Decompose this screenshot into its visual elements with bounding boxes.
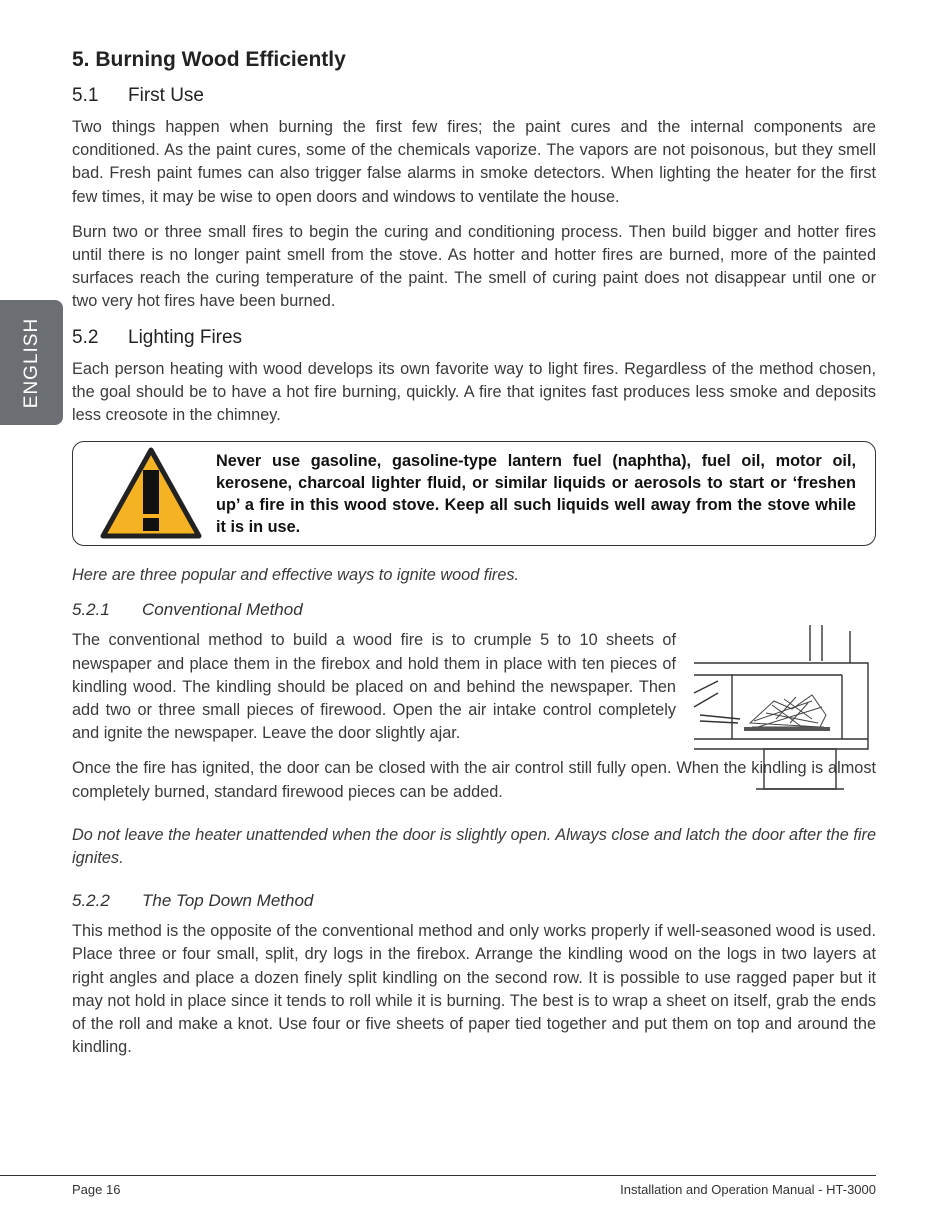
heading-5-2-2	[72, 890, 876, 912]
paragraph: This method is the opposite of the conventional method and only works properly if well-seasoned wood is used. Place three or four small, split, dry logs in the firebox. Arrange the kindling wood on the logs in two layers at right angles and place a dozen finely split kindling on the second row. It is possible to use ragged paper but it may not hold in place since it tends to roll while it is burning. The best is to wrap a sheet on itself, grab the ends of the roll and make a knot. Use four or five sheets of paper tied together and put them on top and around the kindling.	[72, 922, 876, 1057]
heading-text: Conventional Method	[142, 600, 303, 620]
heading-text: The Top Down Method	[142, 891, 314, 911]
page-number: Page 16	[72, 1182, 121, 1197]
heading-text: Lighting Fires	[128, 326, 243, 348]
heading-number: 5.2.2	[72, 891, 110, 911]
caution-paragraph: Do not leave the heater unattended when the door is slightly open. Always close and latch the door after the fire ignites.	[72, 825, 876, 868]
paragraph: Two things happen when burning the first few fires; the paint cures and the internal components are conditioned. As the paint cures, some of the chemicals vaporize. The vapors are not poisonous, but they smell bad. Fresh paint fumes can also trigger false alarms in smoke detectors. When lighting the heater for the first few times, it may be wise to open doors and windows to ventilate the house.	[72, 118, 876, 206]
heading-number: 5.2	[72, 326, 99, 348]
paragraph: Once the fire has ignited, the door can be closed with the air control still fully open. When the kindling is almost completely burned, standard firewood pieces can be added.	[72, 759, 876, 801]
heading-number: 5.1	[72, 85, 99, 106]
heading-text: First Use	[128, 85, 204, 106]
section-title: 5. Burning Wood Efficiently	[72, 48, 346, 71]
language-tab-label: ENGLISH	[20, 317, 42, 408]
paragraph: The conventional method to build a wood fire is to crumple 5 to 10 sheets of newspaper and place them in the firebox and hold them in place with ten pieces of kindling wood. The kindling should be placed on and behind the newspaper. Then add two or three small pieces of firewood. Open the air intake control completely and ignite the newspaper. Leave the door slightly ajar.	[72, 631, 676, 743]
page-content	[72, 46, 876, 1071]
heading-number: 5.2.1	[72, 600, 110, 620]
paragraph: Each person heating with wood develops its own favorite way to light fires. Regardless of the method chosen, the goal should be to have a hot fire burning, quickly. A fire that ignites fast produces less smoke and deposits less creosote in the chimney.	[72, 359, 876, 425]
heading-5-2	[72, 326, 876, 350]
footer-divider	[0, 1175, 876, 1176]
heading-5-1	[72, 84, 876, 108]
language-tab	[0, 300, 63, 425]
stove-illustration	[692, 623, 872, 795]
intro-text: Here are three popular and effective ways to ignite wood fires.	[72, 566, 520, 585]
manual-title: Installation and Operation Manual - HT-3000	[620, 1182, 876, 1197]
conventional-method-row	[72, 629, 876, 745]
warning-text: Never use gasoline, gasoline-type lantern fuel (naphtha), fuel oil, motor oil, kerosene, charcoal lighter fluid, or similar liquids or aerosols to start or ‘freshen up’ a fire in this wood stove. Keep all such liquids well away from the stove while it is in use.	[216, 452, 856, 537]
paragraph: Burn two or three small fires to begin the curing and conditioning process. Then build bigger and hotter fires until there is no longer paint smell from the stove. As hotter and hotter fires are burned, more of the painted surfaces reach the curing temperature of the paint. The smell of curing paint does not disappear until one or two very hot fires have been burned.	[72, 222, 876, 311]
warning-triangle-icon	[99, 446, 203, 542]
heading-5-2-1	[72, 599, 876, 621]
warning-box	[72, 441, 876, 546]
